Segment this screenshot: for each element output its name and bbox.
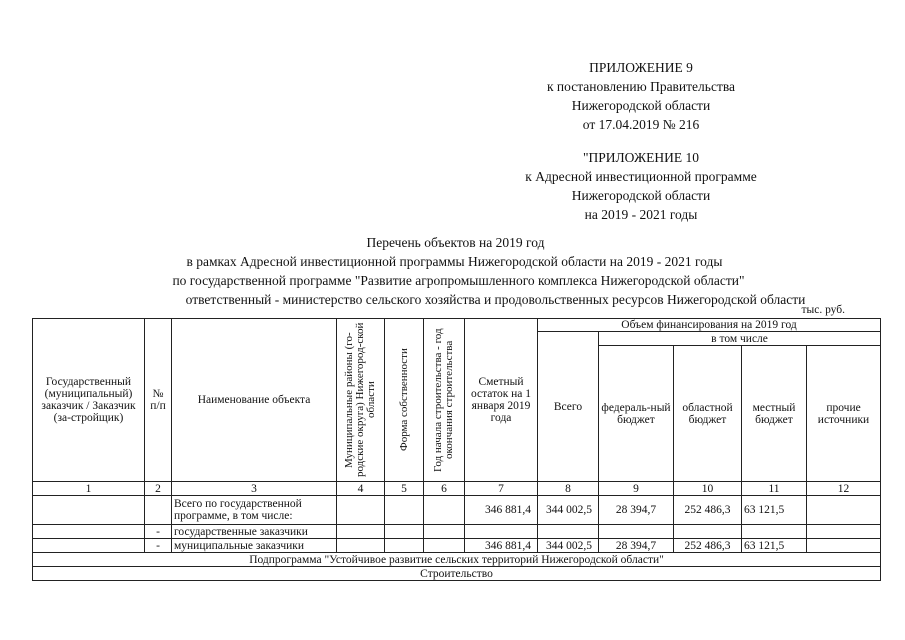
document-title (0, 233, 905, 309)
header-line: Нижегородской области (571, 98, 711, 113)
header-line: к постановлению Правительства (546, 79, 736, 94)
table-row (33, 539, 881, 553)
table-row (33, 525, 881, 539)
row-local: 63 121,5 (742, 539, 807, 553)
title-line: в рамках Адресной инвестиционной программы Нижегородской области на 2019 - 2021 годы (186, 254, 723, 269)
header-number: № п/п (145, 319, 172, 482)
col-number: 5 (385, 482, 424, 496)
row-object-name: государственные заказчики (172, 525, 337, 539)
row-total (538, 525, 599, 539)
col-number: 11 (742, 482, 807, 496)
row-other (807, 496, 881, 525)
row-number (145, 496, 172, 525)
header-estimate: Сметный остаток на 1 января 2019 года (465, 319, 538, 482)
row-federal: 28 394,7 (599, 539, 674, 553)
header-districts (337, 319, 385, 482)
header-federal: федераль-ный бюджет (599, 346, 674, 482)
col-number: 6 (424, 482, 465, 496)
title-line: по государственной программе "Развитие агропромышленного комплекса Нижегородской области" (172, 273, 745, 288)
column-numbers-row (33, 482, 881, 496)
col-number: 1 (33, 482, 145, 496)
col-number: 2 (145, 482, 172, 496)
table-row (33, 496, 881, 525)
col-number: 7 (465, 482, 538, 496)
row-other (807, 525, 881, 539)
header-line: к Адресной инвестиционной программе (525, 169, 757, 184)
header-object-name: Наименование объекта (172, 319, 337, 482)
row-object-name: муниципальные заказчики (172, 539, 337, 553)
header-years-text: Год начала строительства - год окончания строительства (432, 328, 455, 472)
row-regional (674, 525, 742, 539)
row-regional: 252 486,3 (674, 539, 742, 553)
header-customer: Государственный (муниципальный) заказчик / Заказчик (за-стройщик) (33, 319, 145, 482)
header-line: "ПРИЛОЖЕНИЕ 10 (582, 150, 700, 165)
title-line: ответственный - министерство сельского хозяйства и продовольственных ресурсов Нижегородской области (185, 292, 806, 307)
header-line: ПРИЛОЖЕНИЕ 9 (589, 60, 693, 75)
row-regional: 252 486,3 (674, 496, 742, 525)
header-including: в том числе (599, 332, 881, 346)
header-funding: Объем финансирования на 2019 год (538, 319, 881, 332)
section-row (33, 567, 881, 581)
header-districts-text: Муниципальные районы (го-родские округа) Нижегород-ской области (343, 322, 377, 478)
col-number: 4 (337, 482, 385, 496)
row-estimate: 346 881,4 (465, 496, 538, 525)
subprogram-row (33, 553, 881, 567)
row-other (807, 539, 881, 553)
subprogram-title: Подпрограмма "Устойчивое развитие сельских территорий Нижегородской области" (33, 553, 881, 567)
row-number: - (145, 525, 172, 539)
row-estimate (465, 525, 538, 539)
row-total: 344 002,5 (538, 496, 599, 525)
col-number: 3 (172, 482, 337, 496)
header-ownership-text: Форма собственности (397, 348, 410, 452)
col-number: 10 (674, 482, 742, 496)
objects-table (32, 318, 881, 581)
units-label: тыс. руб. (801, 304, 845, 316)
row-local (742, 525, 807, 539)
header-line: Нижегородской области (571, 188, 711, 203)
row-number: - (145, 539, 172, 553)
header-other: прочие источники (807, 346, 881, 482)
appendix-9-header (510, 58, 772, 134)
row-local: 63 121,5 (742, 496, 807, 525)
row-federal: 28 394,7 (599, 496, 674, 525)
header-total: Всего (538, 332, 599, 482)
row-estimate: 346 881,4 (465, 539, 538, 553)
col-number: 9 (599, 482, 674, 496)
row-federal (599, 525, 674, 539)
header-line: на 2019 - 2021 годы (584, 207, 698, 222)
col-number: 8 (538, 482, 599, 496)
header-regional: областной бюджет (674, 346, 742, 482)
header-years (424, 319, 465, 482)
header-line: от 17.04.2019 № 216 (582, 117, 700, 132)
col-number: 12 (807, 482, 881, 496)
header-ownership (385, 319, 424, 482)
row-object-name: Всего по государственной программе, в том числе: (172, 496, 337, 525)
header-local: местный бюджет (742, 346, 807, 482)
appendix-10-header (500, 148, 782, 224)
section-title: Строительство (33, 567, 881, 581)
row-total: 344 002,5 (538, 539, 599, 553)
title-line: Перечень объектов на 2019 год (366, 235, 545, 250)
